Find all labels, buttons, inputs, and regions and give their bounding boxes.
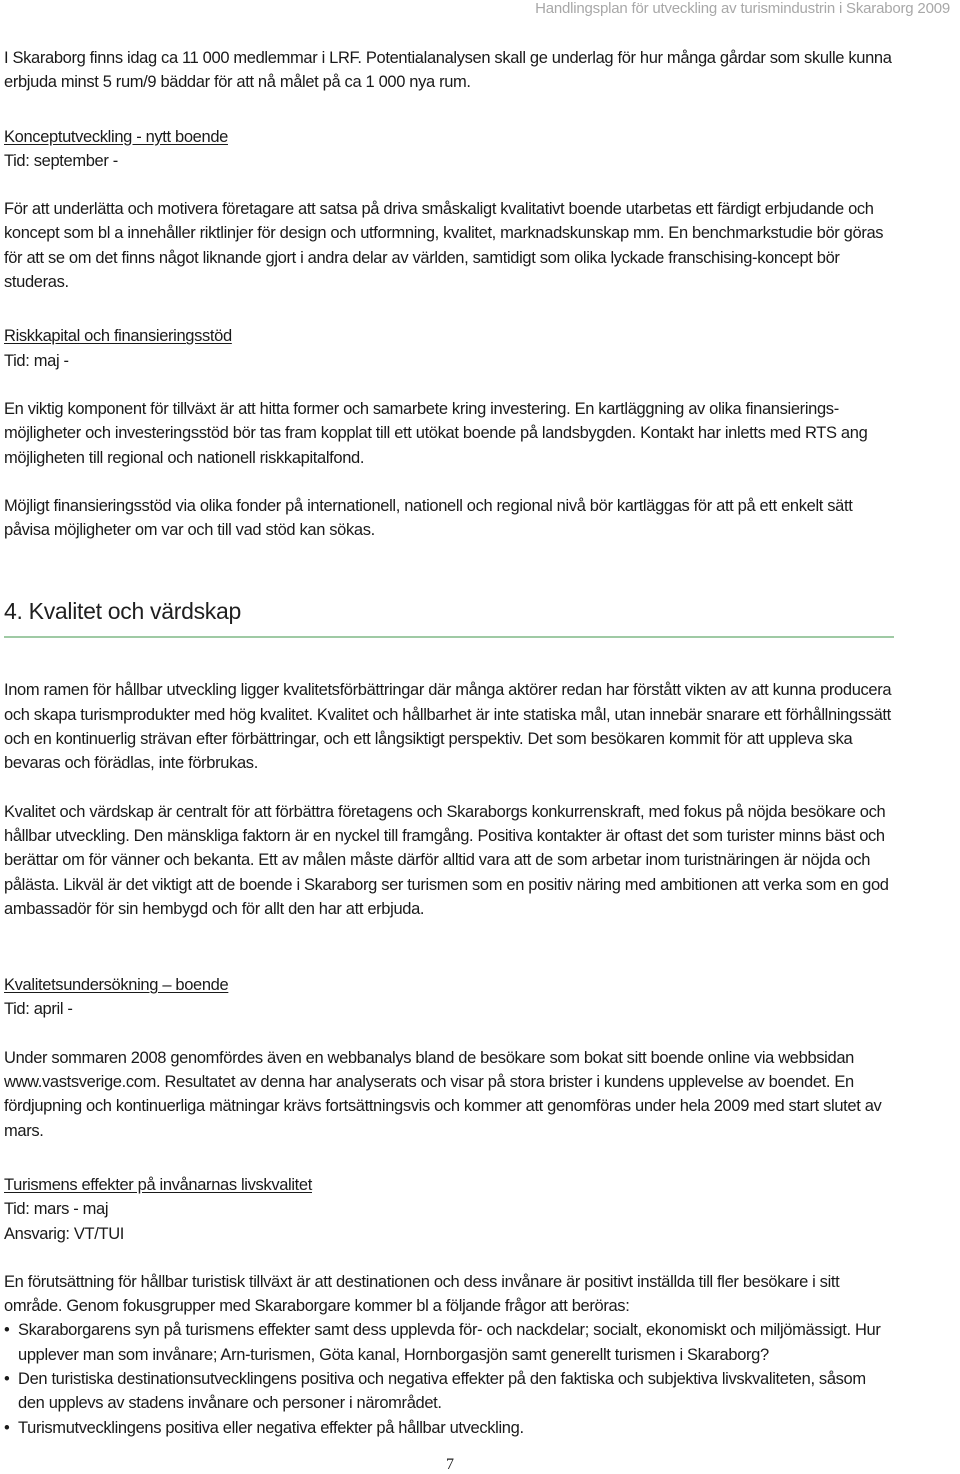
risk-paragraph-2: Möjligt finansieringsstöd via olika fonder på internationell, nationell och regional nivå bör kartläggas för att på ett enkelt sätt påvisa möjligheter om var och till vad stöd kan sökas. [4, 496, 853, 540]
chapter-divider [4, 636, 894, 638]
page-number: 7 [446, 1456, 454, 1473]
risk-title: Riskkapital och finansieringsstöd [4, 327, 232, 346]
concept-paragraph: För att underlätta och motivera företagare att satsa på driva småskaligt kvalitativt boende utarbetas ett färdigt erbjudande och koncept som bl a innehåller riktlinjer för design och utformning, kvalitet, marknadskunskap mm. En benchmarkstudie bör göras för att se om det finns något liknande gjort i andra delar av världen, samtidigt som olika lyckade franschising-koncept bör studeras. [4, 200, 884, 292]
risk-time: Tid: maj - [4, 351, 69, 370]
effects-title: Turismens effekter på invånarnas livskvalitet [4, 1175, 312, 1194]
list-item: • Skaraborgarens syn på turismens effekter samt dess upplevda för- och nackdelar; socialt, ekonomiskt och miljömässigt. Hur upplever man som invånare; Arn-turismen, Göta kanal, Hornborgasjön samt generellt turismen i Skaraborg? [4, 1318, 894, 1367]
quality-paragraph-2: Kvalitet och värdskap är centralt för att förbättra företagens och Skaraborgs konkurrenskraft, med fokus på nöjda besökare och hållbar utveckling. Den mänskliga faktorn är en nyckel till framgång. Positiva kontakter är oftast det som turister minns bäst och berättar om för vänner och bekanta. Ett av målen måste därför alltid vara att de som arbetar inom turistnäringen är nöjda och pålästa. Likväl är det viktigt att de boende i Skaraborg ser turismen som en positiv näring med ambitionen att verka som en god ambassadör för sin hembygd och för allt den har att erbjuda. [4, 802, 889, 918]
effects-time: Tid: mars - maj [4, 1200, 109, 1219]
survey-time: Tid: april - [4, 1000, 73, 1019]
concept-time: Tid: september - [4, 151, 118, 170]
chapter-heading: 4. Kvalitet och värdskap [4, 598, 241, 625]
effects-responsible: Ansvarig: VT/TUI [4, 1224, 125, 1243]
effects-paragraph: En förutsättning för hållbar turistisk tillväxt är att destinationen och dess invånare är positivt inställda till fler besökare i sitt område. Genom fokusgrupper med Skaraborgare kommer bl a följande frågor att beröras: [4, 1272, 840, 1316]
intro-paragraph: I Skaraborg finns idag ca 11 000 medlemmar i LRF. Potentialanalysen skall ge underlag för hur många gårdar som skulle kunna erbjuda minst 5 rum/9 bäddar för att nå målet på ca 1 000 nya rum. [4, 49, 892, 92]
risk-paragraph-1: En viktig komponent för tillväxt är att hitta former och samarbete kring investering. En kartläggning av olika finansierings-möjligheter och investeringsstöd bör tas fram kopplat till ett utökat boende på landsbygden. Kontakt har inletts med RTS ang möjligheten till regional och nationell riskkapitalfond. [4, 399, 868, 467]
running-header: Handlingsplan för utveckling av turismindustrin i Skaraborg 2009 [535, 0, 950, 17]
survey-paragraph: Under sommaren 2008 genomfördes även en webbanalys bland de besökare som bokat sitt boende online via webbsidan www.vastsverige.com. Resultatet av denna har analyserats och visar på stora brister i kundens upplevelse av boendet. En fördjupning och kontinuerliga mätningar krävs fortsättningsvis och kommer att genomföras under hela 2009 med start slutet av mars. [4, 1048, 882, 1140]
quality-paragraph-1: Inom ramen för hållbar utveckling ligger kvalitetsförbättringar där många aktörer redan har förstått vikten av att kunna producera och skapa turismprodukter med hög kvalitet. Kvalitet och hållbarhet är inte statiska mål, utan innebär snarare ett förhållningssätt och en kontinuerlig strävan efter förbättringar, och ett långsiktigt perspektiv. Det som besökaren kommit för att uppleva ska bevaras och förädlas, inte förbrukas. [4, 681, 892, 773]
list-item: • Den turistiska destinationsutvecklingens positiva och negativa effekter på den faktiska och subjektiva livskvaliteten, såsom den upplevs av stadens invånare och personer i närområdet. [4, 1367, 894, 1416]
survey-title: Kvalitetsundersökning – boende [4, 976, 229, 995]
page-body [4, 46, 894, 1440]
effects-question-list [4, 1318, 894, 1439]
list-item: • Turismutvecklingens positiva eller negativa effekter på hållbar utveckling. [4, 1416, 894, 1440]
concept-title: Konceptutveckling - nytt boende [4, 127, 228, 146]
